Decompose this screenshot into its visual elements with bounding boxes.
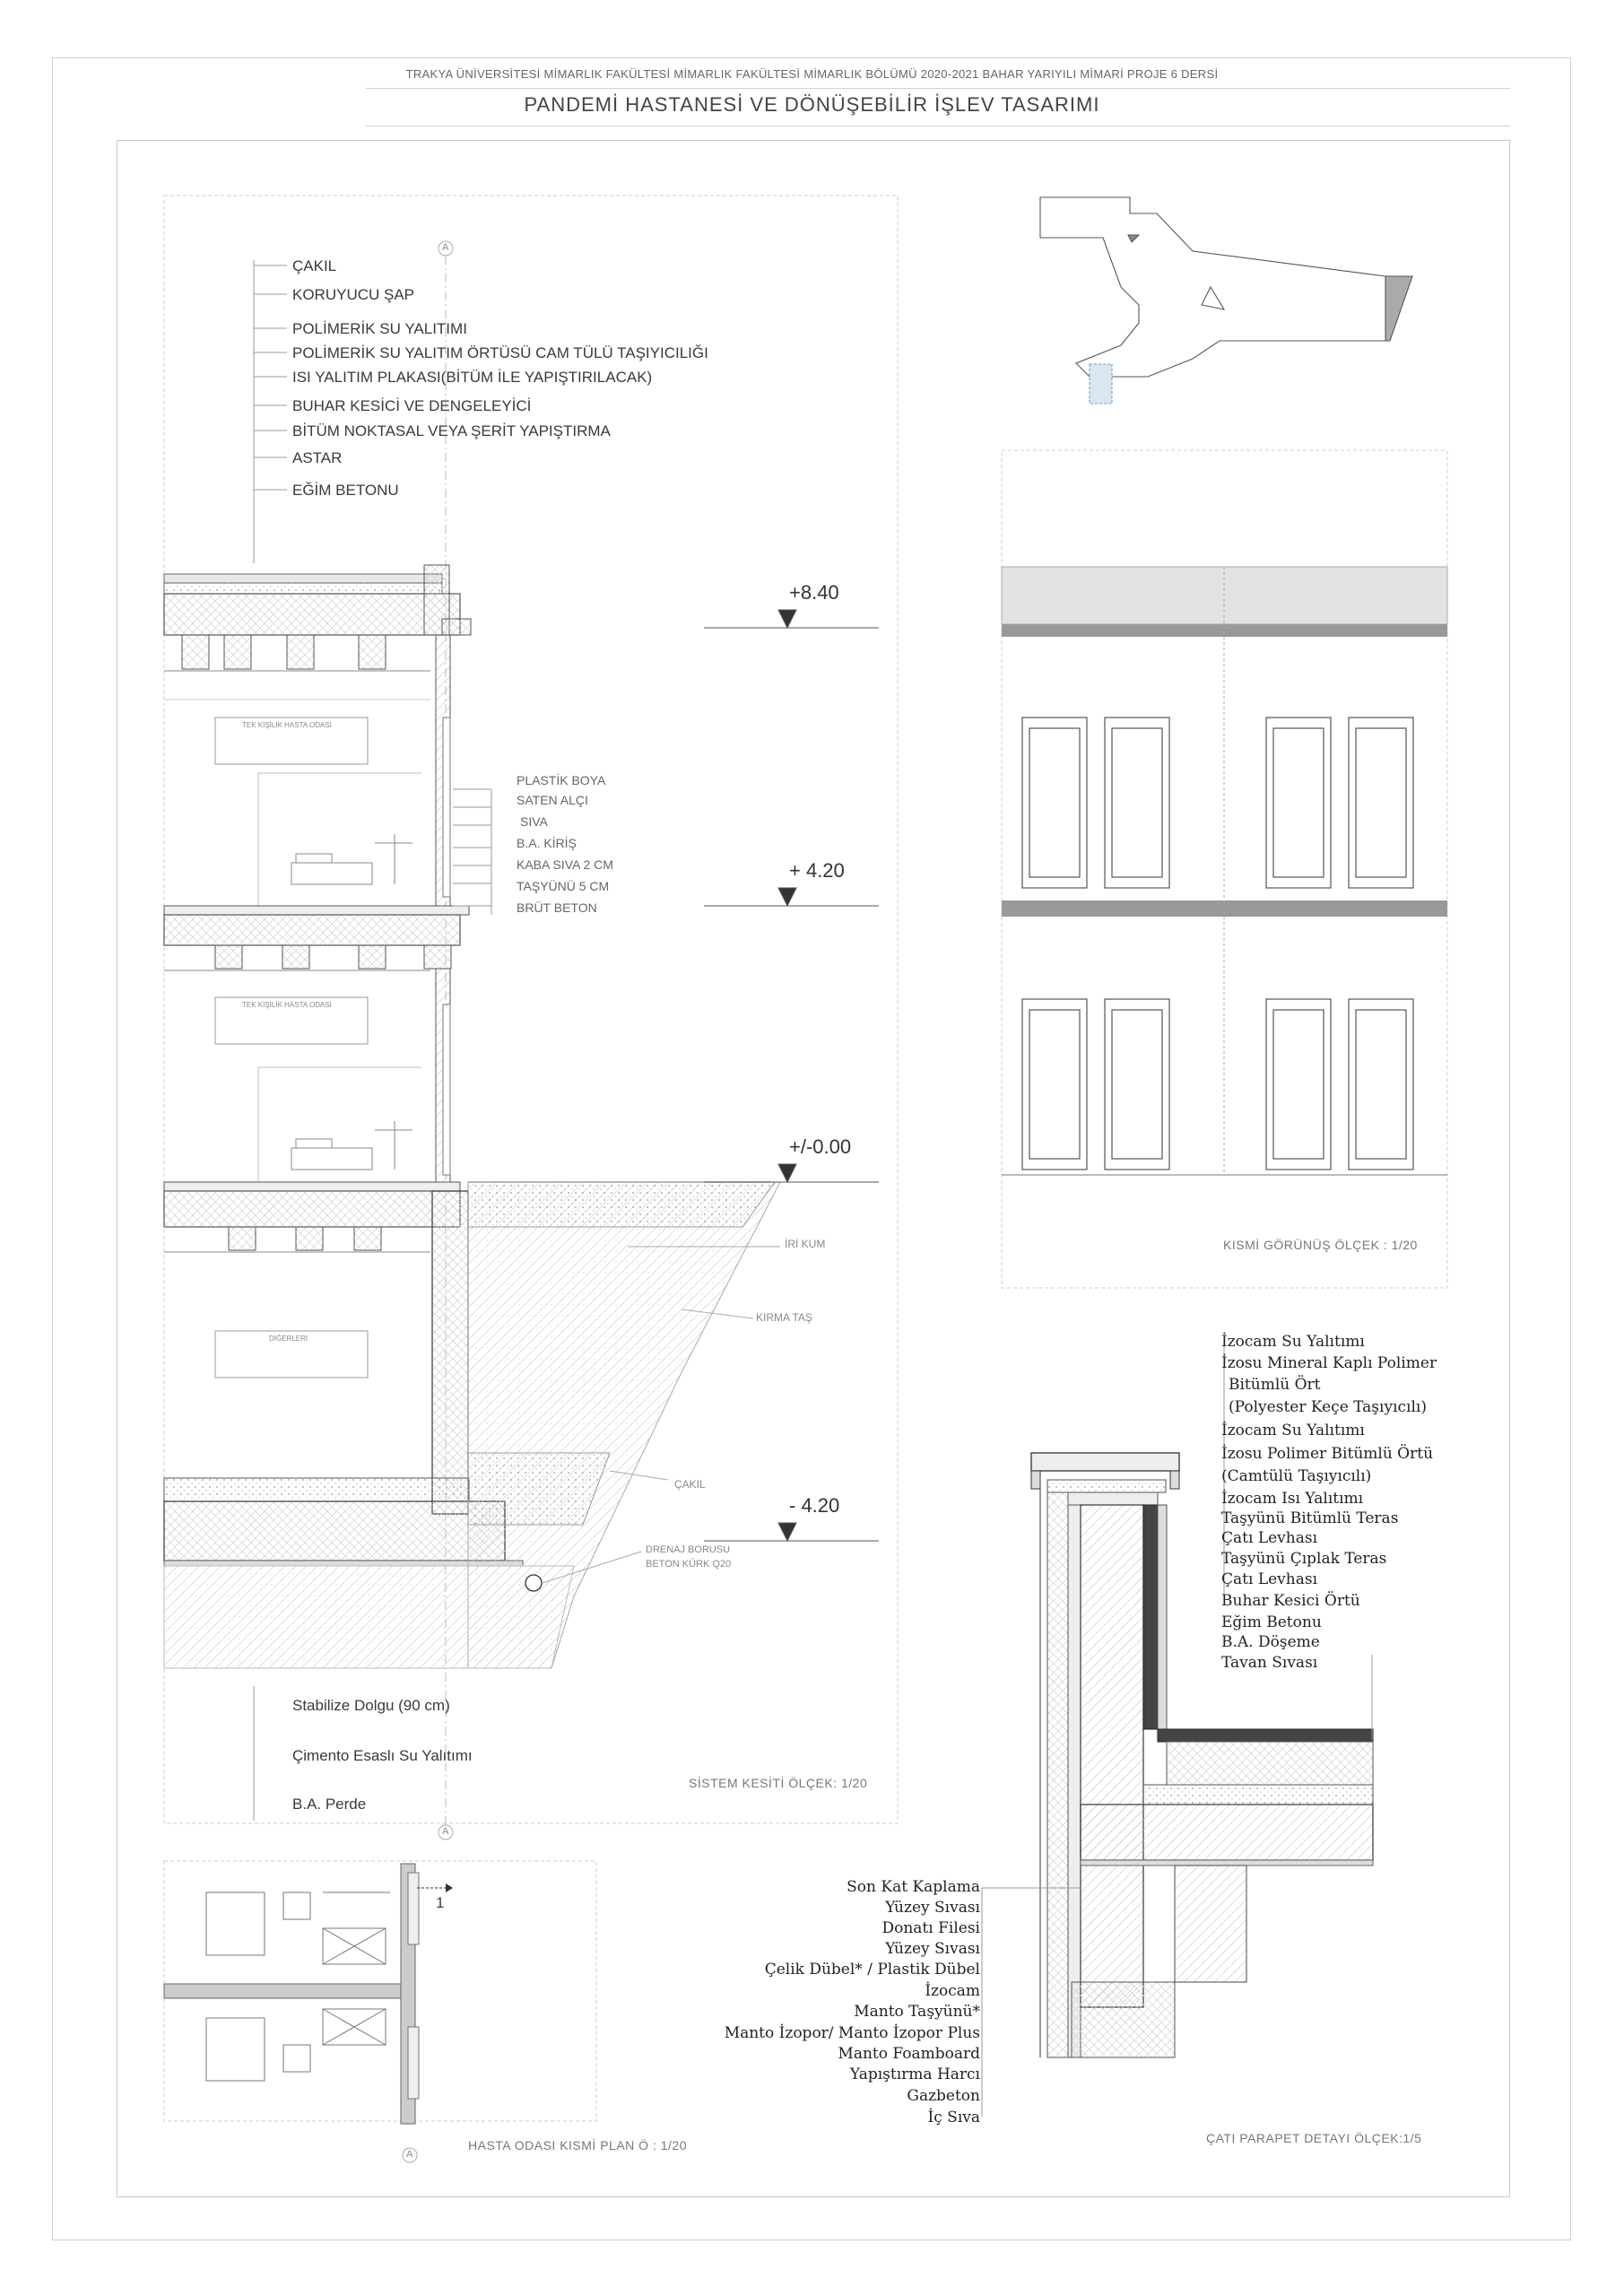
- roof-layer-4: POLİMERİK SU YALITIM ÖRTÜSÜ CAM TÜLÜ TAŞIYICILIĞI: [292, 344, 708, 361]
- wall-layer-2: SATEN ALÇI: [517, 793, 588, 807]
- parapet-wall-layer-4: Yüzey Sıvası: [885, 1940, 980, 1958]
- key-plan: [1040, 197, 1412, 404]
- wall-layer-1: PLASTİK BOYA: [517, 773, 606, 787]
- plan-caption: HASTA ODASI KISMİ PLAN Ö : 1/20: [468, 2138, 687, 2152]
- room-label-mid: TEK KİŞİLİK HASTA ODASI: [242, 1001, 332, 1009]
- roof-layer-8: ASTAR: [292, 449, 343, 466]
- parapet-wall-layer-12: İç Sıva: [927, 2109, 980, 2126]
- roof-layer-1: ÇAKIL: [292, 257, 337, 274]
- ground-label-lean-concrete: BETON KÜRK Q20: [646, 1559, 732, 1570]
- parapet-caption: ÇATI PARAPET DETAYI ÖLÇEK:1/5: [1206, 2131, 1422, 2145]
- room-upper: [164, 700, 430, 906]
- roof-layer-3: POLİMERİK SU YALITIMI: [292, 320, 467, 337]
- level-zero: +/-0.00: [789, 1135, 852, 1158]
- parapet-wall-layer-10: Yapıştırma Harcı: [849, 2066, 980, 2083]
- facade-wall-mid: [436, 969, 450, 1184]
- parapet-roof-layer-2: İzosu Mineral Kaplı Polimer: [1221, 1354, 1437, 1372]
- foundation-layer-2: Çimento Esaslı Su Yalıtımı: [292, 1747, 473, 1764]
- parapet-wall-layer-5: Çelik Dübel* / Plastik Dübel: [764, 1961, 980, 1979]
- parapet-wall-layer-2: Yüzey Sıvası: [885, 1899, 980, 1917]
- axis-label-bottom: A: [406, 2149, 413, 2160]
- level-markers: [704, 610, 879, 1541]
- roof-slab: [164, 565, 471, 671]
- parapet-roof-layer-8: İzocam Isı Yalıtımı: [1221, 1490, 1364, 1508]
- page-title: PANDEMİ HASTANESİ VE DÖNÜŞEBİLİR İŞLEV TASARIMI: [524, 93, 1100, 116]
- wall-label-leaders: [453, 789, 491, 915]
- level-plus-840: +8.40: [789, 581, 839, 604]
- parapet-wall-layer-8: Manto İzopor/ Manto İzopor Plus: [724, 2024, 980, 2042]
- parapet-roof-layer-12: Çatı Levhası: [1221, 1570, 1318, 1588]
- level-minus-420: - 4.20: [789, 1494, 840, 1517]
- section-caption: SİSTEM KESİTİ ÖLÇEK: 1/20: [689, 1776, 868, 1790]
- ground-label-crushed-stone: KIRMA TAŞ: [756, 1311, 812, 1324]
- parapet-roof-layer-4: (Polyester Keçe Taşıyıcılı): [1229, 1398, 1427, 1416]
- ground-label-gravel: ÇAKIL: [674, 1478, 706, 1491]
- parapet-wall-layer-1: Son Kat Kaplama: [847, 1878, 980, 1896]
- parapet-detail: [1031, 1453, 1373, 2057]
- parapet-roof-layer-1: İzocam Su Yalıtımı: [1221, 1333, 1365, 1351]
- foundation-layer-1: Stabilize Dolgu (90 cm): [292, 1697, 450, 1714]
- parapet-roof-layer-11: Taşyünü Çıplak Teras: [1221, 1550, 1387, 1568]
- parapet-wall-layer-9: Manto Foamboard: [838, 2045, 980, 2063]
- wall-layer-6: TAŞYÜNÜ 5 CM: [517, 879, 610, 893]
- facade-wall-upper: [436, 635, 450, 909]
- foundation-layer-3: B.A. Perde: [292, 1796, 367, 1813]
- room-label-basement: DİĞERLERİ: [269, 1335, 308, 1343]
- ground-label-drain-pipe: DRENAJ BORUSU: [646, 1544, 731, 1555]
- level-plus-420: + 4.20: [789, 859, 845, 882]
- parapet-wall-layer-6: İzocam: [925, 1982, 980, 2000]
- roof-layer-6: BUHAR KESİCİ VE DENGELEYİCİ: [292, 397, 532, 414]
- parapet-roof-layer-5: İzocam Su Yalıtımı: [1221, 1422, 1365, 1439]
- parapet-roof-layer-6: İzosu Polimer Bitümlü Örtü: [1221, 1445, 1434, 1463]
- parapet-roof-layer-13: Buhar Kesici Örtü: [1221, 1592, 1360, 1610]
- elevation-caption: KISMİ GÖRÜNÜŞ ÖLÇEK : 1/20: [1223, 1238, 1418, 1252]
- parapet-roof-layer-15: B.A. Döşeme: [1221, 1633, 1320, 1651]
- room-mid: [215, 997, 421, 1182]
- parapet-roof-layer-14: Eğim Betonu: [1221, 1613, 1322, 1631]
- parapet-roof-layer-16: Tavan Sıvası: [1221, 1654, 1318, 1672]
- plan-section-marker: 1: [436, 1894, 445, 1911]
- wall-layer-5: KABA SIVA 2 CM: [517, 857, 613, 872]
- roof-layer-5: ISI YALITIM PLAKASI(BİTÜM İLE YAPIŞTIRILACAK): [292, 369, 653, 386]
- parapet-wall-layer-7: Manto Taşyünü*: [854, 2003, 980, 2021]
- header-subtitle: TRAKYA ÜNİVERSİTESİ MİMARLIK FAKÜLTESİ MİMARLIK FAKÜLTESİ MİMARLIK BÖLÜMÜ 2020-2021 BAHAR YARIYILI MİMARİ PROJE 6 DERSİ: [405, 67, 1219, 81]
- room-label-upper: TEK KİŞİLİK HASTA ODASI: [242, 721, 332, 729]
- ground-fill: [164, 1182, 780, 1668]
- axis-label-top: A: [442, 242, 449, 253]
- roof-layer-2: KORUYUCU ŞAP: [292, 286, 415, 303]
- roof-layer-7: BİTÜM NOKTASAL VEYA ŞERİT YAPIŞTIRMA: [292, 422, 611, 439]
- parapet-wall-layer-3: Donatı Filesi: [881, 1919, 980, 1937]
- roof-layer-9: EĞİM BETONU: [292, 482, 399, 499]
- wall-layer-4: B.A. KİRİŞ: [517, 836, 577, 850]
- elevation-drawing: [1002, 567, 1447, 1175]
- wall-layer-3: SIVA: [520, 814, 548, 829]
- parapet-roof-layer-10: Çatı Levhası: [1221, 1529, 1318, 1547]
- plan-drawing: [164, 1864, 453, 2124]
- parapet-roof-layer-3: Bitümlü Ört: [1229, 1376, 1321, 1394]
- axis-label-mid: A: [442, 1826, 449, 1837]
- slab-mid: [164, 906, 469, 970]
- wall-layer-7: BRÜT BETON: [517, 900, 597, 915]
- parapet-wall-layer-11: Gazbeton: [907, 2087, 980, 2105]
- parapet-roof-layer-7: (Camtülü Taşıyıcılı): [1221, 1467, 1372, 1485]
- ground-label-coarse-sand: İRİ KUM: [785, 1238, 826, 1250]
- parapet-roof-layer-9: Taşyünü Bitümlü Teras: [1221, 1509, 1399, 1527]
